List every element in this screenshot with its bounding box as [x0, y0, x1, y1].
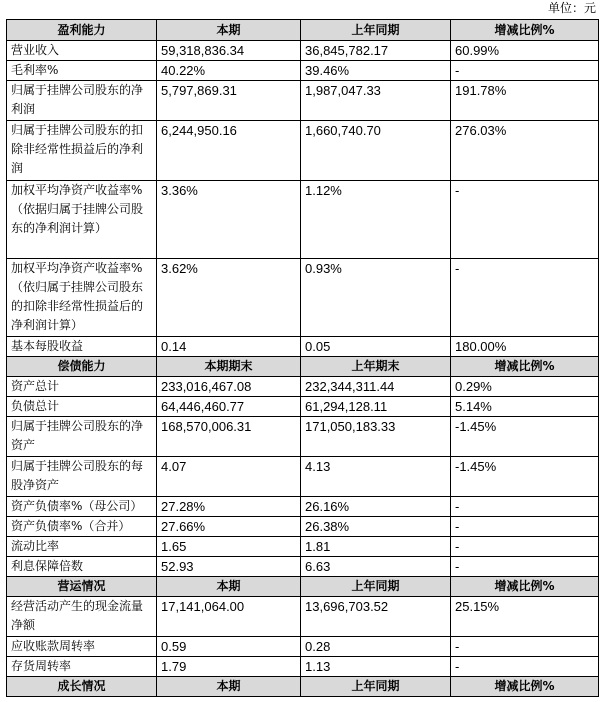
current-value: 6,244,950.16 — [157, 121, 301, 181]
column-header: 上年同期 — [301, 577, 451, 597]
change-percent: - — [451, 557, 599, 577]
current-value: 233,016,467.08 — [157, 377, 301, 397]
current-value: 4.07 — [157, 457, 301, 497]
change-percent: - — [451, 657, 599, 677]
change-percent: -1.45% — [451, 457, 599, 497]
prior-value: 171,050,183.33 — [301, 417, 451, 457]
column-header: 本期期末 — [157, 357, 301, 377]
change-percent: -1.45% — [451, 417, 599, 457]
section-header-row — [7, 577, 599, 597]
row-label: 应收账款周转率 — [7, 637, 157, 657]
prior-value: 1.13 — [301, 657, 451, 677]
section-header-row — [7, 677, 599, 697]
row-label: 毛利率% — [7, 61, 157, 81]
row-label: 资产负债率%（合并） — [7, 517, 157, 537]
section-title: 成长情况 — [7, 677, 157, 697]
financial-indicators-table — [6, 19, 599, 697]
table-row — [7, 121, 599, 181]
current-value: 0.14 — [157, 337, 301, 357]
table-row — [7, 457, 599, 497]
current-value: 40.22% — [157, 61, 301, 81]
current-value: 3.36% — [157, 181, 301, 259]
table-row — [7, 259, 599, 337]
table-row — [7, 537, 599, 557]
column-header: 增减比例% — [451, 20, 599, 41]
prior-value: 0.93% — [301, 259, 451, 337]
table-row — [7, 337, 599, 357]
current-value: 0.59 — [157, 637, 301, 657]
table-row — [7, 181, 599, 259]
section-title: 营运情况 — [7, 577, 157, 597]
prior-value: 232,344,311.44 — [301, 377, 451, 397]
row-label: 利息保障倍数 — [7, 557, 157, 577]
prior-value: 0.28 — [301, 637, 451, 657]
current-value: 52.93 — [157, 557, 301, 577]
column-header: 本期 — [157, 677, 301, 697]
row-label: 负债总计 — [7, 397, 157, 417]
current-value: 27.28% — [157, 497, 301, 517]
prior-value: 1.81 — [301, 537, 451, 557]
column-header: 增减比例% — [451, 677, 599, 697]
prior-value: 0.05 — [301, 337, 451, 357]
row-label: 营业收入 — [7, 41, 157, 61]
prior-value: 26.38% — [301, 517, 451, 537]
change-percent: 180.00% — [451, 337, 599, 357]
column-header: 增减比例% — [451, 357, 599, 377]
prior-value: 6.63 — [301, 557, 451, 577]
row-label: 存货周转率 — [7, 657, 157, 677]
change-percent: 191.78% — [451, 81, 599, 121]
change-percent: - — [451, 259, 599, 337]
table-row — [7, 657, 599, 677]
change-percent: - — [451, 181, 599, 259]
column-header: 增减比例% — [451, 577, 599, 597]
table-row — [7, 377, 599, 397]
row-label: 资产负债率%（母公司） — [7, 497, 157, 517]
change-percent: - — [451, 517, 599, 537]
table-row — [7, 497, 599, 517]
row-label: 归属于挂牌公司股东的扣除非经常性损益后的净利润 — [7, 121, 157, 181]
current-value: 17,141,064.00 — [157, 597, 301, 637]
row-label: 流动比率 — [7, 537, 157, 557]
change-percent: 25.15% — [451, 597, 599, 637]
prior-value: 1,987,047.33 — [301, 81, 451, 121]
table-row — [7, 81, 599, 121]
row-label: 归属于挂牌公司股东的每股净资产 — [7, 457, 157, 497]
row-label: 加权平均净资产收益率%（依据归属于挂牌公司股东的净利润计算） — [7, 181, 157, 259]
change-percent: 276.03% — [451, 121, 599, 181]
prior-value: 39.46% — [301, 61, 451, 81]
current-value: 64,446,460.77 — [157, 397, 301, 417]
prior-value: 1,660,740.70 — [301, 121, 451, 181]
current-value: 1.65 — [157, 537, 301, 557]
row-label: 资产总计 — [7, 377, 157, 397]
prior-value: 13,696,703.52 — [301, 597, 451, 637]
prior-value: 26.16% — [301, 497, 451, 517]
current-value: 1.79 — [157, 657, 301, 677]
change-percent: - — [451, 497, 599, 517]
column-header: 本期 — [157, 20, 301, 41]
section-header-row — [7, 20, 599, 41]
section-title: 盈利能力 — [7, 20, 157, 41]
table-row — [7, 517, 599, 537]
current-value: 5,797,869.31 — [157, 81, 301, 121]
current-value: 168,570,006.31 — [157, 417, 301, 457]
prior-value: 1.12% — [301, 181, 451, 259]
table-row — [7, 397, 599, 417]
row-label: 基本每股收益 — [7, 337, 157, 357]
table-row — [7, 557, 599, 577]
change-percent: - — [451, 537, 599, 557]
column-header: 上年同期 — [301, 677, 451, 697]
change-percent: 0.29% — [451, 377, 599, 397]
column-header: 本期 — [157, 577, 301, 597]
unit-label: 单位：元 — [547, 1, 596, 15]
table-row — [7, 61, 599, 81]
row-label: 归属于挂牌公司股东的净利润 — [7, 81, 157, 121]
table-body — [7, 20, 599, 697]
current-value: 3.62% — [157, 259, 301, 337]
column-header: 上年期末 — [301, 357, 451, 377]
table-row — [7, 597, 599, 637]
table-row — [7, 417, 599, 457]
row-label: 归属于挂牌公司股东的净资产 — [7, 417, 157, 457]
prior-value: 36,845,782.17 — [301, 41, 451, 61]
current-value: 59,318,836.34 — [157, 41, 301, 61]
column-header: 上年同期 — [301, 20, 451, 41]
table-row — [7, 637, 599, 657]
section-header-row — [7, 357, 599, 377]
row-label: 加权平均净资产收益率%（依归属于挂牌公司股东的扣除非经常性损益后的净利润计算） — [7, 259, 157, 337]
table-row — [7, 41, 599, 61]
prior-value: 4.13 — [301, 457, 451, 497]
change-percent: - — [451, 61, 599, 81]
section-title: 偿债能力 — [7, 357, 157, 377]
current-value: 27.66% — [157, 517, 301, 537]
row-label: 经营活动产生的现金流量净额 — [7, 597, 157, 637]
change-percent: 60.99% — [451, 41, 599, 61]
change-percent: 5.14% — [451, 397, 599, 417]
change-percent: - — [451, 637, 599, 657]
prior-value: 61,294,128.11 — [301, 397, 451, 417]
